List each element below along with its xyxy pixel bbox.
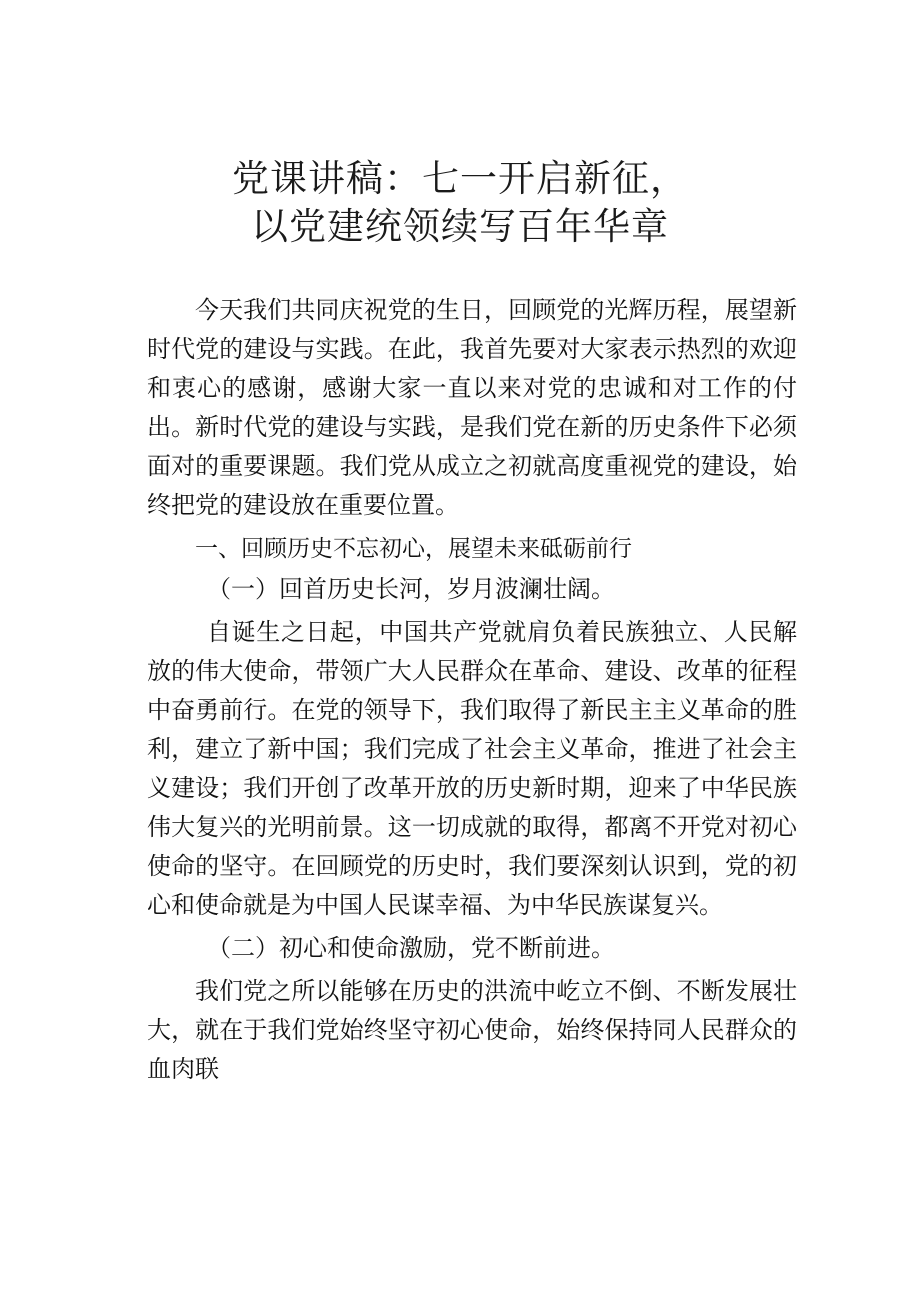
document-body [147,291,797,1089]
subsection-1-heading: （一）回首历史长河，岁月波澜壮阔。 [207,575,615,603]
subsection-1-paragraph: 自诞生之日起，中国共产党就肩负着民族独立、人民解放的伟大使命，带领广大人民群众在革命、建设、改革的征程中奋勇前行。在党的领导下，我们取得了新民主主义革命的胜利，建立了新中国；我们完成了社会主义革命，推进了社会主义建设；我们开创了改革开放的历史新时期，迎来了中华民族伟大复兴的光明前景。这一切成就的取得，都离不开党对初心使命的坚守。在回顾党的历史时，我们要深刻认识到，党的初心和使命就是为中国人民谋幸福、为中华民族谋复兴。 [147,618,797,919]
intro-paragraph: 今天我们共同庆祝党的生日，回顾党的光辉历程，展望新时代党的建设与实践。在此，我首先要对大家表示热烈的欢迎和衷心的感谢，感谢大家一直以来对党的忠诚和对工作的付出。新时代党的建设与实践，是我们党在新的历史条件下必须面对的重要课题。我们党从成立之初就高度重视党的建设，始终把党的建设放在重要位置。 [147,296,797,519]
title-line-1: 党课讲稿：七一开启新征， [232,157,688,200]
document-title [0,155,920,251]
section-1-heading: 一、回顾历史不忘初心，展望未来砥砺前行 [195,536,632,562]
subsection-2-paragraph: 我们党之所以能够在历史的洪流中屹立不倒、不断发展壮大，就在于我们党始终坚守初心使命，始终保持同人民群众的血肉联 [147,977,797,1083]
subsection-2-heading: （二）初心和使命激励，党不断前进。 [207,934,615,962]
title-line-2: 以党建统领续写百年华章 [251,205,669,248]
